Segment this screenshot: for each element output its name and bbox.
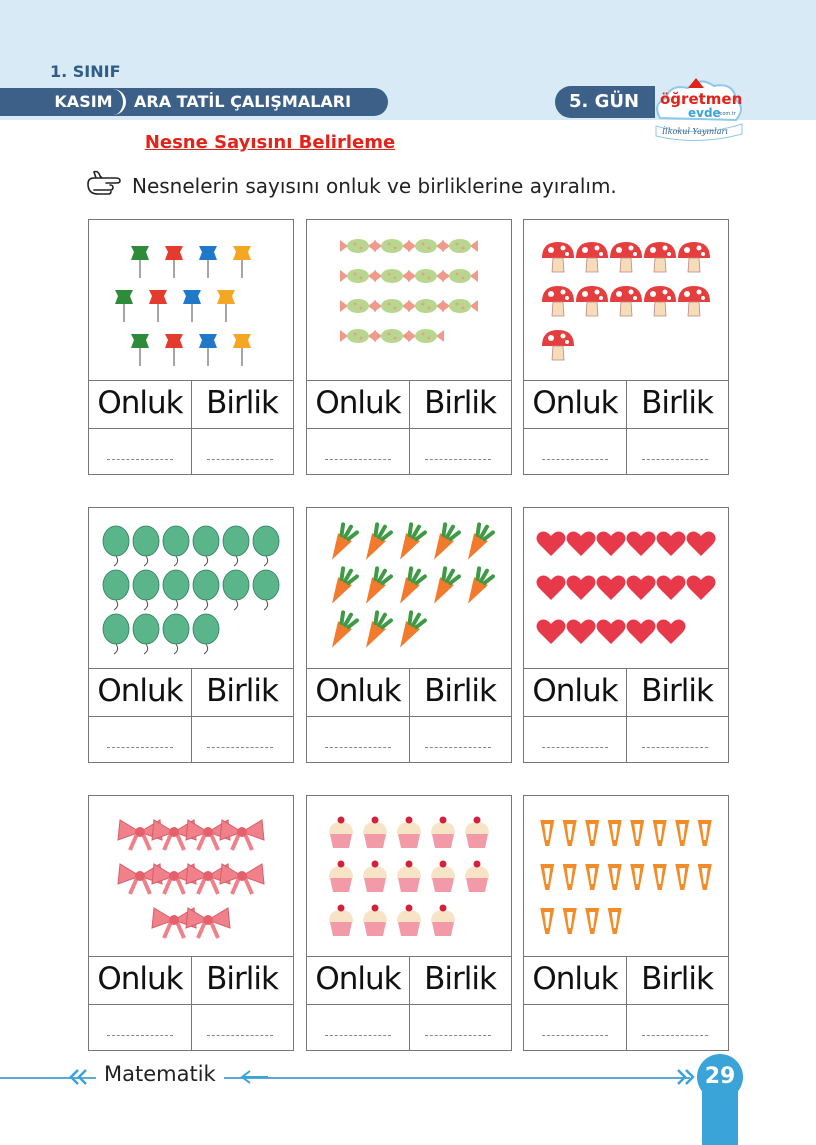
balloon-icon <box>103 570 129 610</box>
balloon-icon <box>253 526 279 566</box>
candy-icon <box>408 329 444 343</box>
balloon-icon <box>103 526 129 566</box>
tens-answer-field[interactable] <box>107 459 173 460</box>
column-divider <box>409 668 410 762</box>
column-divider <box>409 380 410 474</box>
section-subtitle: Nesne Sayısını Belirleme <box>144 132 396 153</box>
column-divider <box>626 380 627 474</box>
mushroom-icon <box>576 286 608 316</box>
heart-icon <box>657 620 686 644</box>
pushpin-icon <box>149 290 167 322</box>
tens-answer-field[interactable] <box>542 459 608 460</box>
cupcake-icon <box>363 905 387 937</box>
counting-card <box>88 507 294 763</box>
heart-icon <box>597 620 626 644</box>
bow-icon <box>186 908 230 938</box>
carrot-icon <box>325 567 358 608</box>
subject-label: Matematik <box>96 1062 224 1086</box>
clip-icon <box>608 864 622 890</box>
clip-icon <box>675 864 689 890</box>
double-chevron-right-icon <box>674 1068 696 1086</box>
balloon-icon <box>223 570 249 610</box>
pushpin-icon <box>165 334 183 366</box>
ones-answer-field[interactable] <box>642 747 708 748</box>
cupcake-icon <box>363 817 387 849</box>
balloon-icon <box>133 570 159 610</box>
carrot-icon <box>427 523 460 564</box>
publisher-logo <box>648 74 748 142</box>
pushpin-icon <box>131 246 149 278</box>
mushroom-icon <box>542 242 574 272</box>
carrot-icon <box>359 567 392 608</box>
cupcake-icon <box>431 861 455 893</box>
balloon-icon <box>163 526 189 566</box>
pushpin-icon <box>115 290 133 322</box>
carrot-icon <box>461 567 494 608</box>
candy-icon <box>442 299 478 313</box>
clip-icon <box>675 820 689 846</box>
pushpin-icon <box>233 246 251 278</box>
carrot-icon <box>359 611 392 652</box>
carrot-icon <box>393 567 426 608</box>
heart-icon <box>597 576 626 600</box>
counting-card <box>306 219 512 475</box>
candy-icon <box>374 329 410 343</box>
clip-icon <box>698 864 712 890</box>
tens-label: Onluk <box>97 961 183 997</box>
clip-icon <box>630 820 644 846</box>
day-badge: 5. GÜN <box>555 86 655 118</box>
candy-icon <box>340 329 376 343</box>
bow-icon <box>220 864 264 894</box>
counting-card <box>523 219 729 475</box>
mushroom-icon <box>678 286 710 316</box>
cupcake-icon <box>431 817 455 849</box>
column-divider <box>409 956 410 1050</box>
clip-icon <box>653 864 667 890</box>
mushroom-icon <box>644 286 676 316</box>
balloon-icon <box>133 526 159 566</box>
candy-icon <box>374 299 410 313</box>
mushroom-icon <box>644 242 676 272</box>
counting-card <box>88 219 294 475</box>
tens-answer-field[interactable] <box>325 1035 391 1036</box>
mushroom-icon <box>610 286 642 316</box>
tens-answer-field[interactable] <box>542 747 608 748</box>
clip-icon <box>585 908 599 934</box>
clip-icon <box>585 864 599 890</box>
candy-icon <box>340 269 376 283</box>
pushpin-icon <box>183 290 201 322</box>
heart-icon <box>567 620 596 644</box>
candy-icon <box>408 299 444 313</box>
ones-answer-field[interactable] <box>425 747 491 748</box>
heart-icon <box>627 532 656 556</box>
balloon-icon <box>253 570 279 610</box>
ones-answer-field[interactable] <box>642 1035 708 1036</box>
heart-icon <box>627 620 656 644</box>
heart-icon <box>537 620 566 644</box>
ones-answer-field[interactable] <box>425 1035 491 1036</box>
pushpin-icon <box>233 334 251 366</box>
svg-text:evde: evde <box>688 106 721 120</box>
mushroom-icon <box>542 286 574 316</box>
ones-answer-field[interactable] <box>207 747 273 748</box>
ones-label: Birlik <box>206 673 278 709</box>
heart-icon <box>627 576 656 600</box>
candy-icon <box>408 239 444 253</box>
balloon-icon <box>163 570 189 610</box>
tens-label: Onluk <box>532 673 618 709</box>
clip-icon <box>653 820 667 846</box>
clip-icon <box>585 820 599 846</box>
candy-icon <box>442 269 478 283</box>
tens-label: Onluk <box>315 673 401 709</box>
mushroom-icon <box>678 242 710 272</box>
candy-icon <box>340 239 376 253</box>
clip-icon <box>630 864 644 890</box>
heart-icon <box>537 532 566 556</box>
heart-icon <box>657 532 686 556</box>
ones-label: Birlik <box>641 961 713 997</box>
mushroom-icon <box>542 330 574 360</box>
ones-label: Birlik <box>641 385 713 421</box>
pushpin-icon <box>165 246 183 278</box>
balloon-icon <box>163 614 189 654</box>
clip-icon <box>540 864 554 890</box>
heart-icon <box>567 576 596 600</box>
ones-answer-field[interactable] <box>207 1035 273 1036</box>
cupcake-icon <box>329 861 353 893</box>
ones-label: Birlik <box>424 961 496 997</box>
cupcake-icon <box>397 861 421 893</box>
tens-label: Onluk <box>315 961 401 997</box>
carrot-icon <box>393 611 426 652</box>
balloon-icon <box>133 614 159 654</box>
carrot-icon <box>359 523 392 564</box>
cupcake-icon <box>465 861 489 893</box>
heart-icon <box>687 576 716 600</box>
ones-label: Birlik <box>641 673 713 709</box>
ones-label: Birlik <box>206 385 278 421</box>
balloon-icon <box>223 526 249 566</box>
tens-label: Onluk <box>315 385 401 421</box>
candy-icon <box>374 269 410 283</box>
worksheet-title: ARA TATİL ÇALIŞMALARI <box>134 92 352 111</box>
svg-text:İlkokul Yayınları: İlkokul Yayınları <box>662 127 728 136</box>
cupcake-icon <box>329 817 353 849</box>
svg-text:öğretmen: öğretmen <box>660 90 743 108</box>
clip-icon <box>563 864 577 890</box>
ones-answer-field[interactable] <box>425 459 491 460</box>
tens-answer-field[interactable] <box>325 747 391 748</box>
balloon-icon <box>193 526 219 566</box>
heart-icon <box>657 576 686 600</box>
counting-card <box>88 795 294 1051</box>
mushroom-icon <box>610 242 642 272</box>
ones-label: Birlik <box>206 961 278 997</box>
column-divider <box>191 380 192 474</box>
ones-label: Birlik <box>424 385 496 421</box>
cupcake-icon <box>465 817 489 849</box>
heart-icon <box>687 532 716 556</box>
heart-icon <box>597 532 626 556</box>
carrot-icon <box>325 523 358 564</box>
clip-icon <box>540 908 554 934</box>
column-divider <box>191 668 192 762</box>
counting-card <box>306 795 512 1051</box>
candy-icon <box>340 299 376 313</box>
tens-label: Onluk <box>97 385 183 421</box>
carrot-icon <box>325 611 358 652</box>
month-badge: KASIM <box>44 89 126 115</box>
bow-icon <box>220 820 264 850</box>
candy-icon <box>442 239 478 253</box>
carrot-icon <box>461 523 494 564</box>
double-chevron-left-icon <box>68 1068 92 1086</box>
counting-card <box>306 507 512 763</box>
clip-icon <box>608 820 622 846</box>
carrot-icon <box>427 567 460 608</box>
clip-icon <box>563 908 577 934</box>
tens-answer-field[interactable] <box>325 459 391 460</box>
column-divider <box>191 956 192 1050</box>
clip-icon <box>698 820 712 846</box>
counting-card <box>523 507 729 763</box>
balloon-icon <box>193 614 219 654</box>
instruction-text: Nesnelerin sayısını onluk ve birliklerine ayıralım. <box>132 174 617 198</box>
svg-text:.com.tr: .com.tr <box>718 111 736 117</box>
pointing-hand-icon <box>86 170 126 196</box>
heart-icon <box>567 532 596 556</box>
cupcake-icon <box>397 905 421 937</box>
tens-label: Onluk <box>532 385 618 421</box>
clip-icon <box>563 820 577 846</box>
counting-card <box>523 795 729 1051</box>
clip-icon <box>608 908 622 934</box>
tens-label: Onluk <box>532 961 618 997</box>
balloon-icon <box>103 614 129 654</box>
candy-icon <box>374 239 410 253</box>
tens-answer-field[interactable] <box>542 1035 608 1036</box>
cupcake-icon <box>397 817 421 849</box>
candy-icon <box>408 269 444 283</box>
column-divider <box>626 956 627 1050</box>
tens-answer-field[interactable] <box>107 1035 173 1036</box>
grade-label: 1. SINIF <box>50 62 121 81</box>
ones-label: Birlik <box>424 673 496 709</box>
pushpin-icon <box>131 334 149 366</box>
pushpin-icon <box>199 246 217 278</box>
balloon-icon <box>193 570 219 610</box>
cupcake-icon <box>363 861 387 893</box>
mushroom-icon <box>576 242 608 272</box>
pushpin-icon <box>199 334 217 366</box>
column-divider <box>626 668 627 762</box>
tens-label: Onluk <box>97 673 183 709</box>
carrot-icon <box>393 523 426 564</box>
heart-icon <box>537 576 566 600</box>
page-number: 29 <box>697 1054 743 1100</box>
clip-icon <box>540 820 554 846</box>
cupcake-icon <box>431 905 455 937</box>
ones-answer-field[interactable] <box>207 459 273 460</box>
tens-answer-field[interactable] <box>107 747 173 748</box>
pushpin-icon <box>217 290 235 322</box>
arrow-left-icon <box>240 1070 270 1084</box>
cupcake-icon <box>329 905 353 937</box>
ones-answer-field[interactable] <box>642 459 708 460</box>
